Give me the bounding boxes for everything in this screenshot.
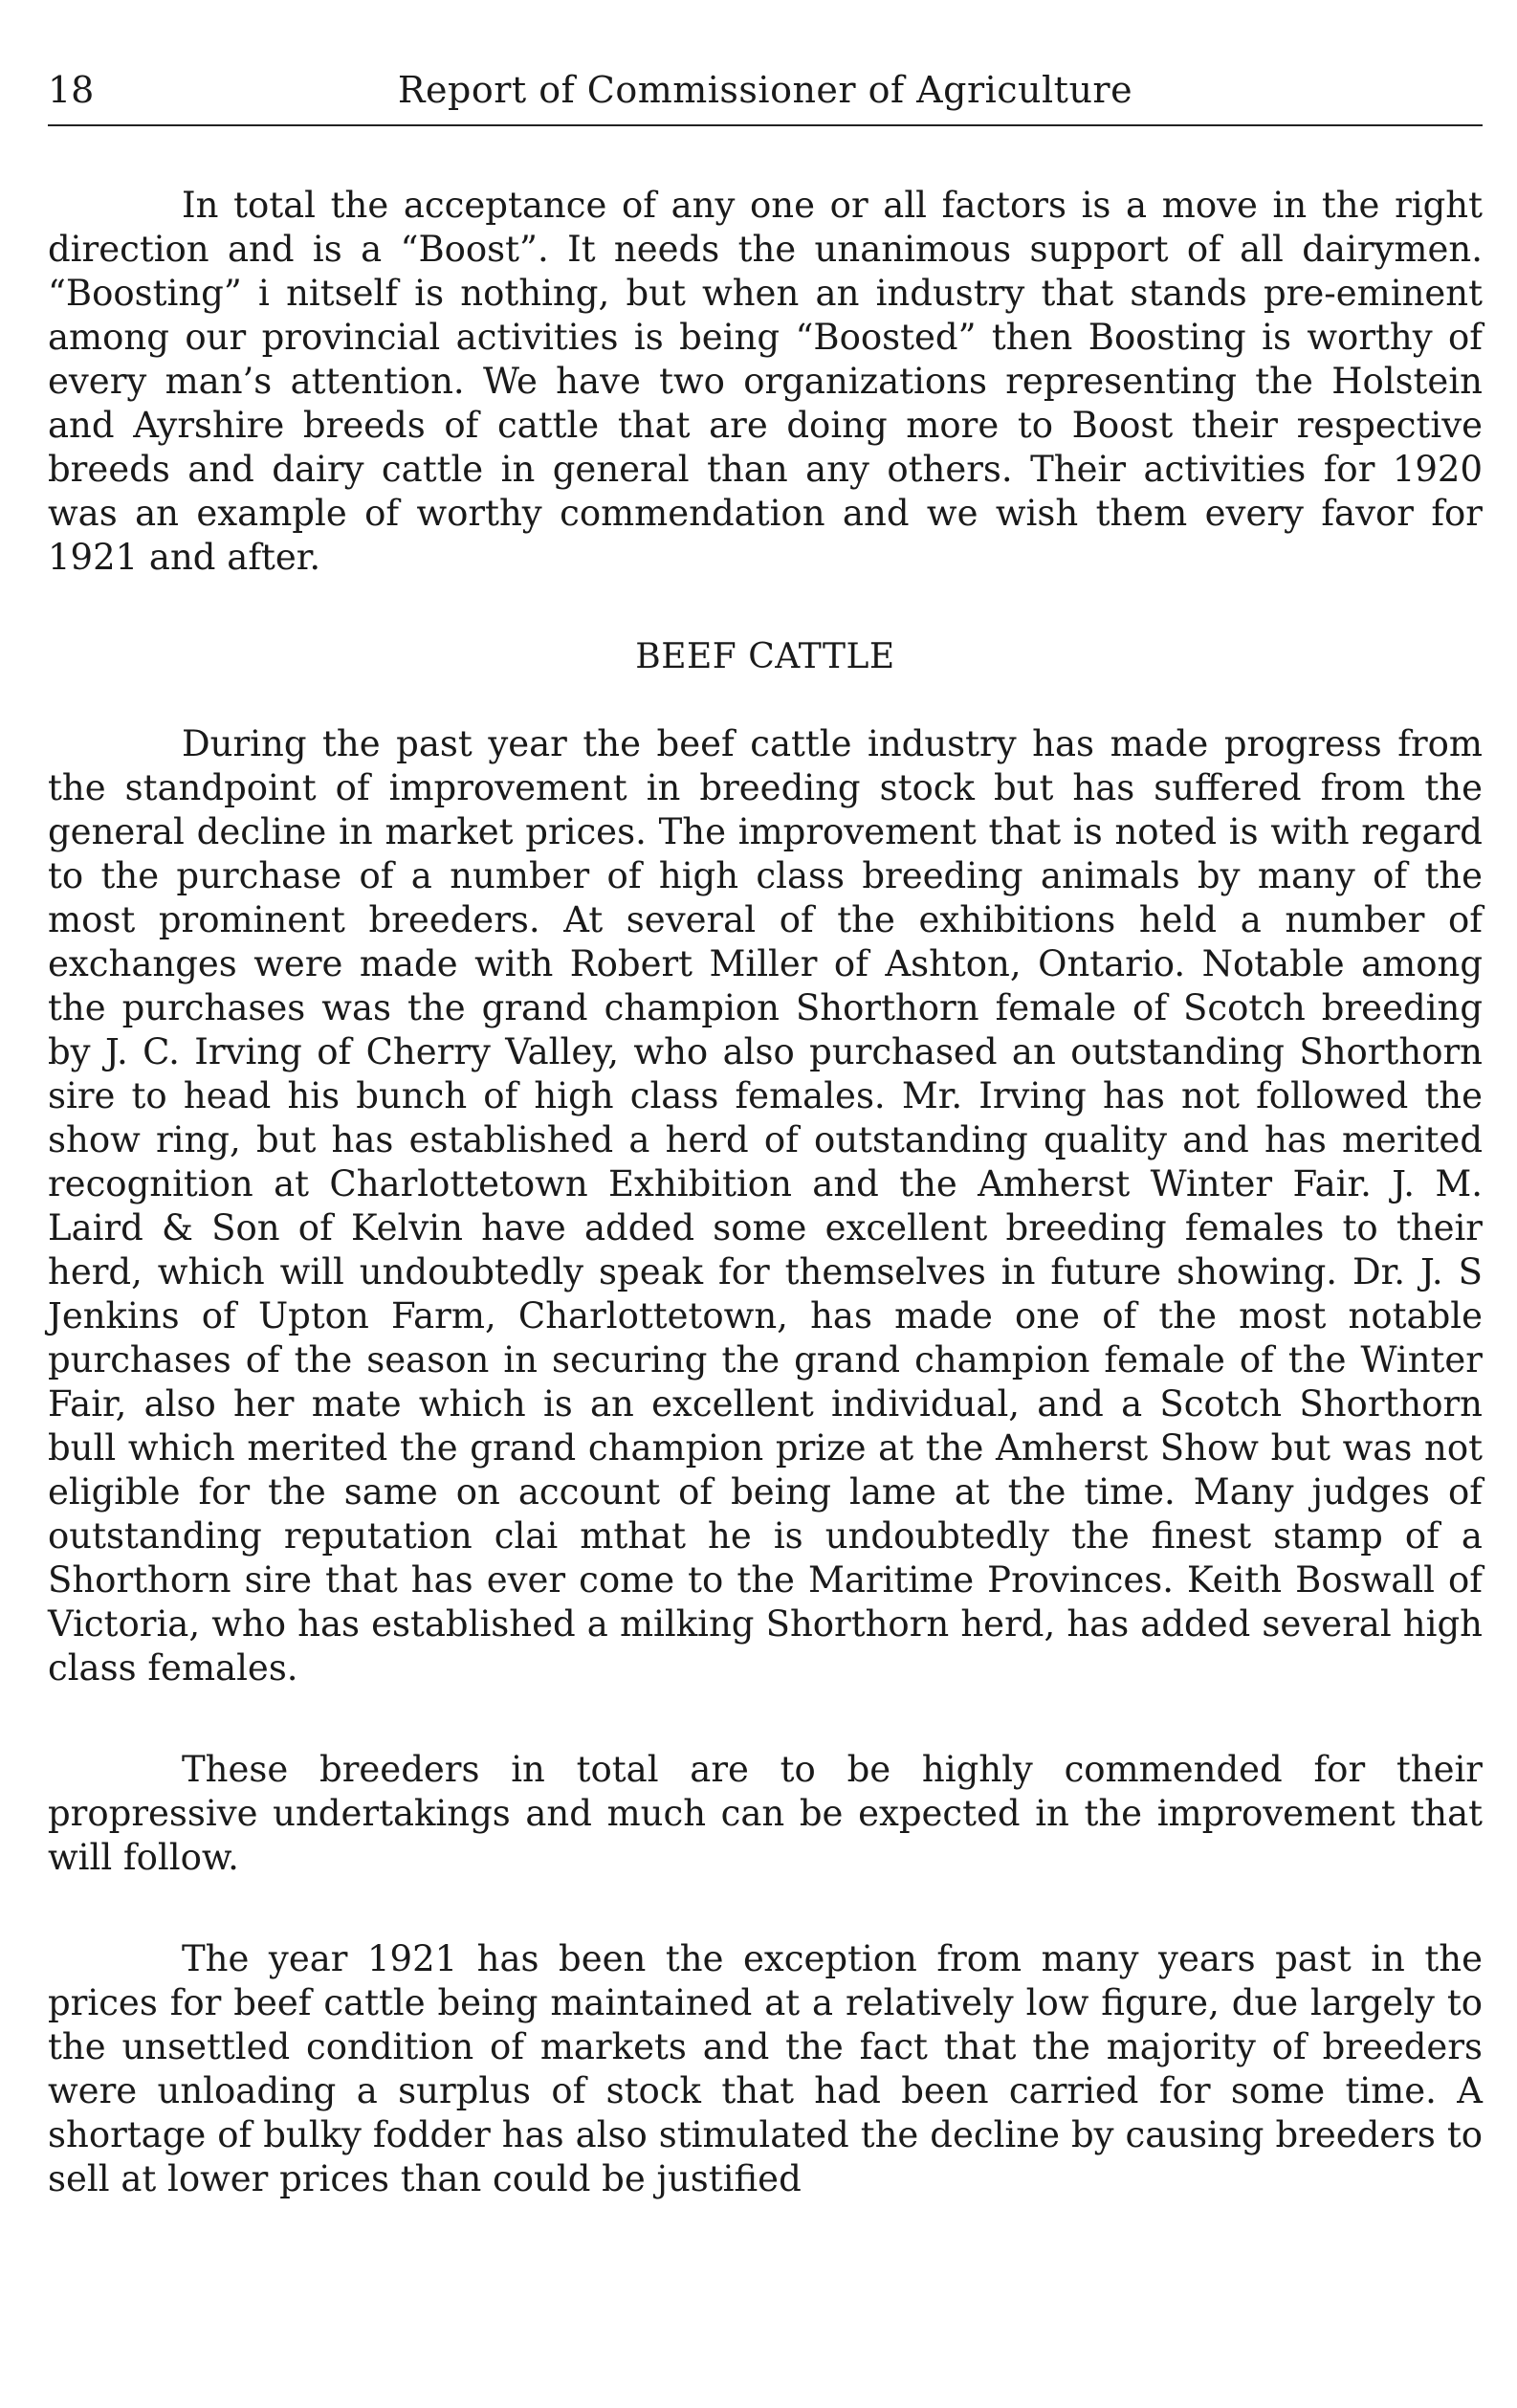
paragraph-breeders-commended: These breeders in total are to be highly commended for their propressive undertakings and much can be expected in the improvement that will follow. — [48, 1749, 1483, 1878]
paragraph-prices-1921: The year 1921 has been the exception from many years past in the prices for beef cattle being maintained at a relatively low figure, due largely to the unsettled condition of markets and the fact that the majority of breeders were unloading a surplus of stock that had been carried for some time. A shortage of bulky fodder has also stimulated the decline by causing breeders to sell at lower prices than could be justified — [48, 1938, 1483, 2199]
paragraph-beef-progress: During the past year the beef cattle industry has made progress from the standpoint of improvement in breeding stock but has suffered from the general decline in market prices. The improvement that is noted is with regard to the purchase of a number of high class breeding animals by many of the most prominent breeders. At several of the exhibitions held a number of exchanges were made with Robert Miller of Ashton, Ontario. Notable among the purchases was the grand champion Shorthorn female of Scotch breeding by J. C. Irving of Cherry Valley, who also purchased an outstanding Shorthorn sire to head his bunch of high class females. Mr. Irving has not followed the show ring, but has established a herd of outstanding quality and has merited recognition at Charlottetown Exhibition and the Amherst Winter Fair. J. M. Laird & Son of Kelvin have added some excellent breeding females to their herd, which will undoubtedly speak for themselves in future showing. Dr. J. S Jenkins of Upton Farm, Charlottetown, has made one of the most notable purchases of the season in securing the grand champion female of the Winter Fair, also her mate which is an excellent individual, and a Scotch Shorthorn bull which merited the grand champion prize at the Amherst Show but was not eligible for the same on account of being lame at the time. Many judges of outstanding reputation clai mthat he is undoubtedly the finest stamp of a Shorthorn sire that has ever come to the Maritime Provinces. Keith Boswall of Victoria, who has established a milking Shorthorn herd, has added several high class females. — [48, 723, 1483, 1689]
paragraph-boosting: In total the acceptance of any one or all factors is a move in the right direction and is a “Boost”. It needs the unanimous support of all dairymen. “Boosting” i nitself is nothing, but when an industry that stands pre-eminent among our provincial activities is being “Boosted” then Boosting is worthy of every man’s attention. We have two organizations representing the Holstein and Ayrshire breeds of cattle that are doing more to Boost their respective breeds and dairy cattle in general than any others. Their activities for 1920 was an example of worthy commendation and we wish them every favor for 1921 and after. — [48, 185, 1483, 578]
section-heading: BEEF CATTLE — [635, 637, 895, 676]
page-header — [48, 57, 1483, 126]
page-number: 18 — [48, 69, 95, 111]
document-page — [48, 57, 1483, 2259]
running-title: Report of Commissioner of Agriculture — [397, 69, 1133, 111]
